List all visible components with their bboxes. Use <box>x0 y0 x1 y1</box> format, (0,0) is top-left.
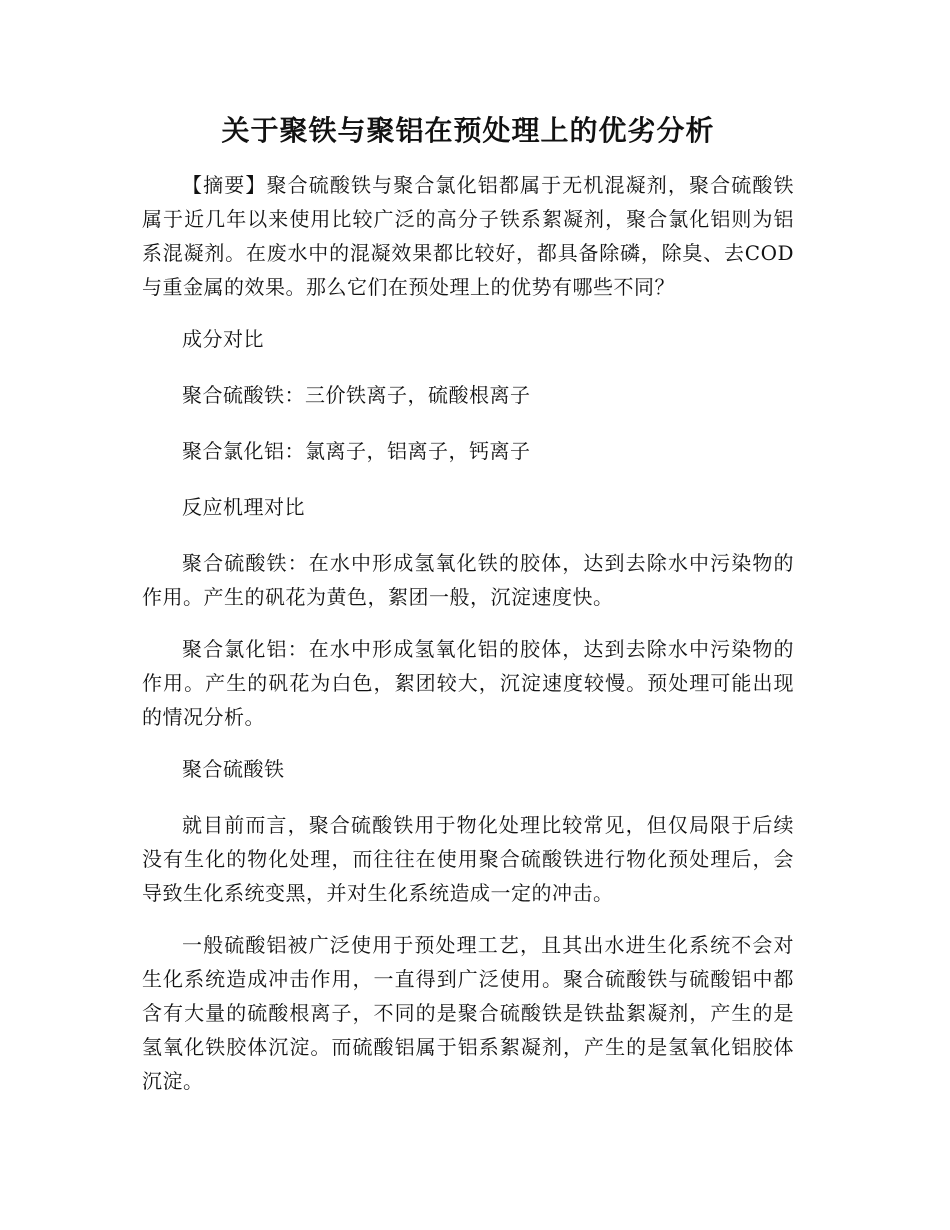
mechanism-pfs: 聚合硫酸铁：在水中形成氢氧化铁的胶体，达到去除水中污染物的作用。产生的矾花为黄色，絮团一般，沉淀速度快。 <box>142 551 794 609</box>
pfs-analysis-paragraph: 就目前而言，聚合硫酸铁用于物化处理比较常见，但仅局限于后续没有生化的物化处理，而往往在使用聚合硫酸铁进行物化预处理后，会导致生化系统变黑，并对生化系统造成一定的冲击。 <box>142 813 794 905</box>
composition-pac: 聚合氯化铝：氯离子，铝离子，钙离子 <box>182 439 531 463</box>
section-heading-mechanism: 反应机理对比 <box>182 495 305 519</box>
document-title: 关于聚铁与聚铝在预处理上的优劣分析 <box>221 114 715 147</box>
aluminum-sulfate-paragraph: 一般硫酸铝被广泛使用于预处理工艺，且其出水进生化系统不会对生化系统造成冲击作用，一直得到广泛使用。聚合硫酸铁与硫酸铝中都含有大量的硫酸根离子，不同的是聚合硫酸铁是铁盐絮凝剂，产生的是氢氧化铁胶体沉淀。而硫酸铝属于铝系絮凝剂，产生的是氢氧化铝胶体沉淀。 <box>142 933 794 1093</box>
section-heading-composition: 成分对比 <box>182 327 264 351</box>
composition-pfs: 聚合硫酸铁：三价铁离子，硫酸根离子 <box>182 383 531 407</box>
mechanism-pac: 聚合氯化铝：在水中形成氢氧化铝的胶体，达到去除水中污染物的作用。产生的矾花为白色，絮团较大，沉淀速度较慢。预处理可能出现的情况分析。 <box>142 637 794 729</box>
abstract-paragraph: 【摘要】聚合硫酸铁与聚合氯化铝都属于无机混凝剂，聚合硫酸铁属于近几年以来使用比较广泛的高分子铁系絮凝剂，聚合氯化铝则为铝系混凝剂。在废水中的混凝效果都比较好，都具备除磷，除臭、去COD与重金属的效果。那么它们在预处理上的优势有哪些不同？ <box>142 173 794 299</box>
section-heading-pfs: 聚合硫酸铁 <box>182 757 285 781</box>
document-page <box>142 108 794 1116</box>
